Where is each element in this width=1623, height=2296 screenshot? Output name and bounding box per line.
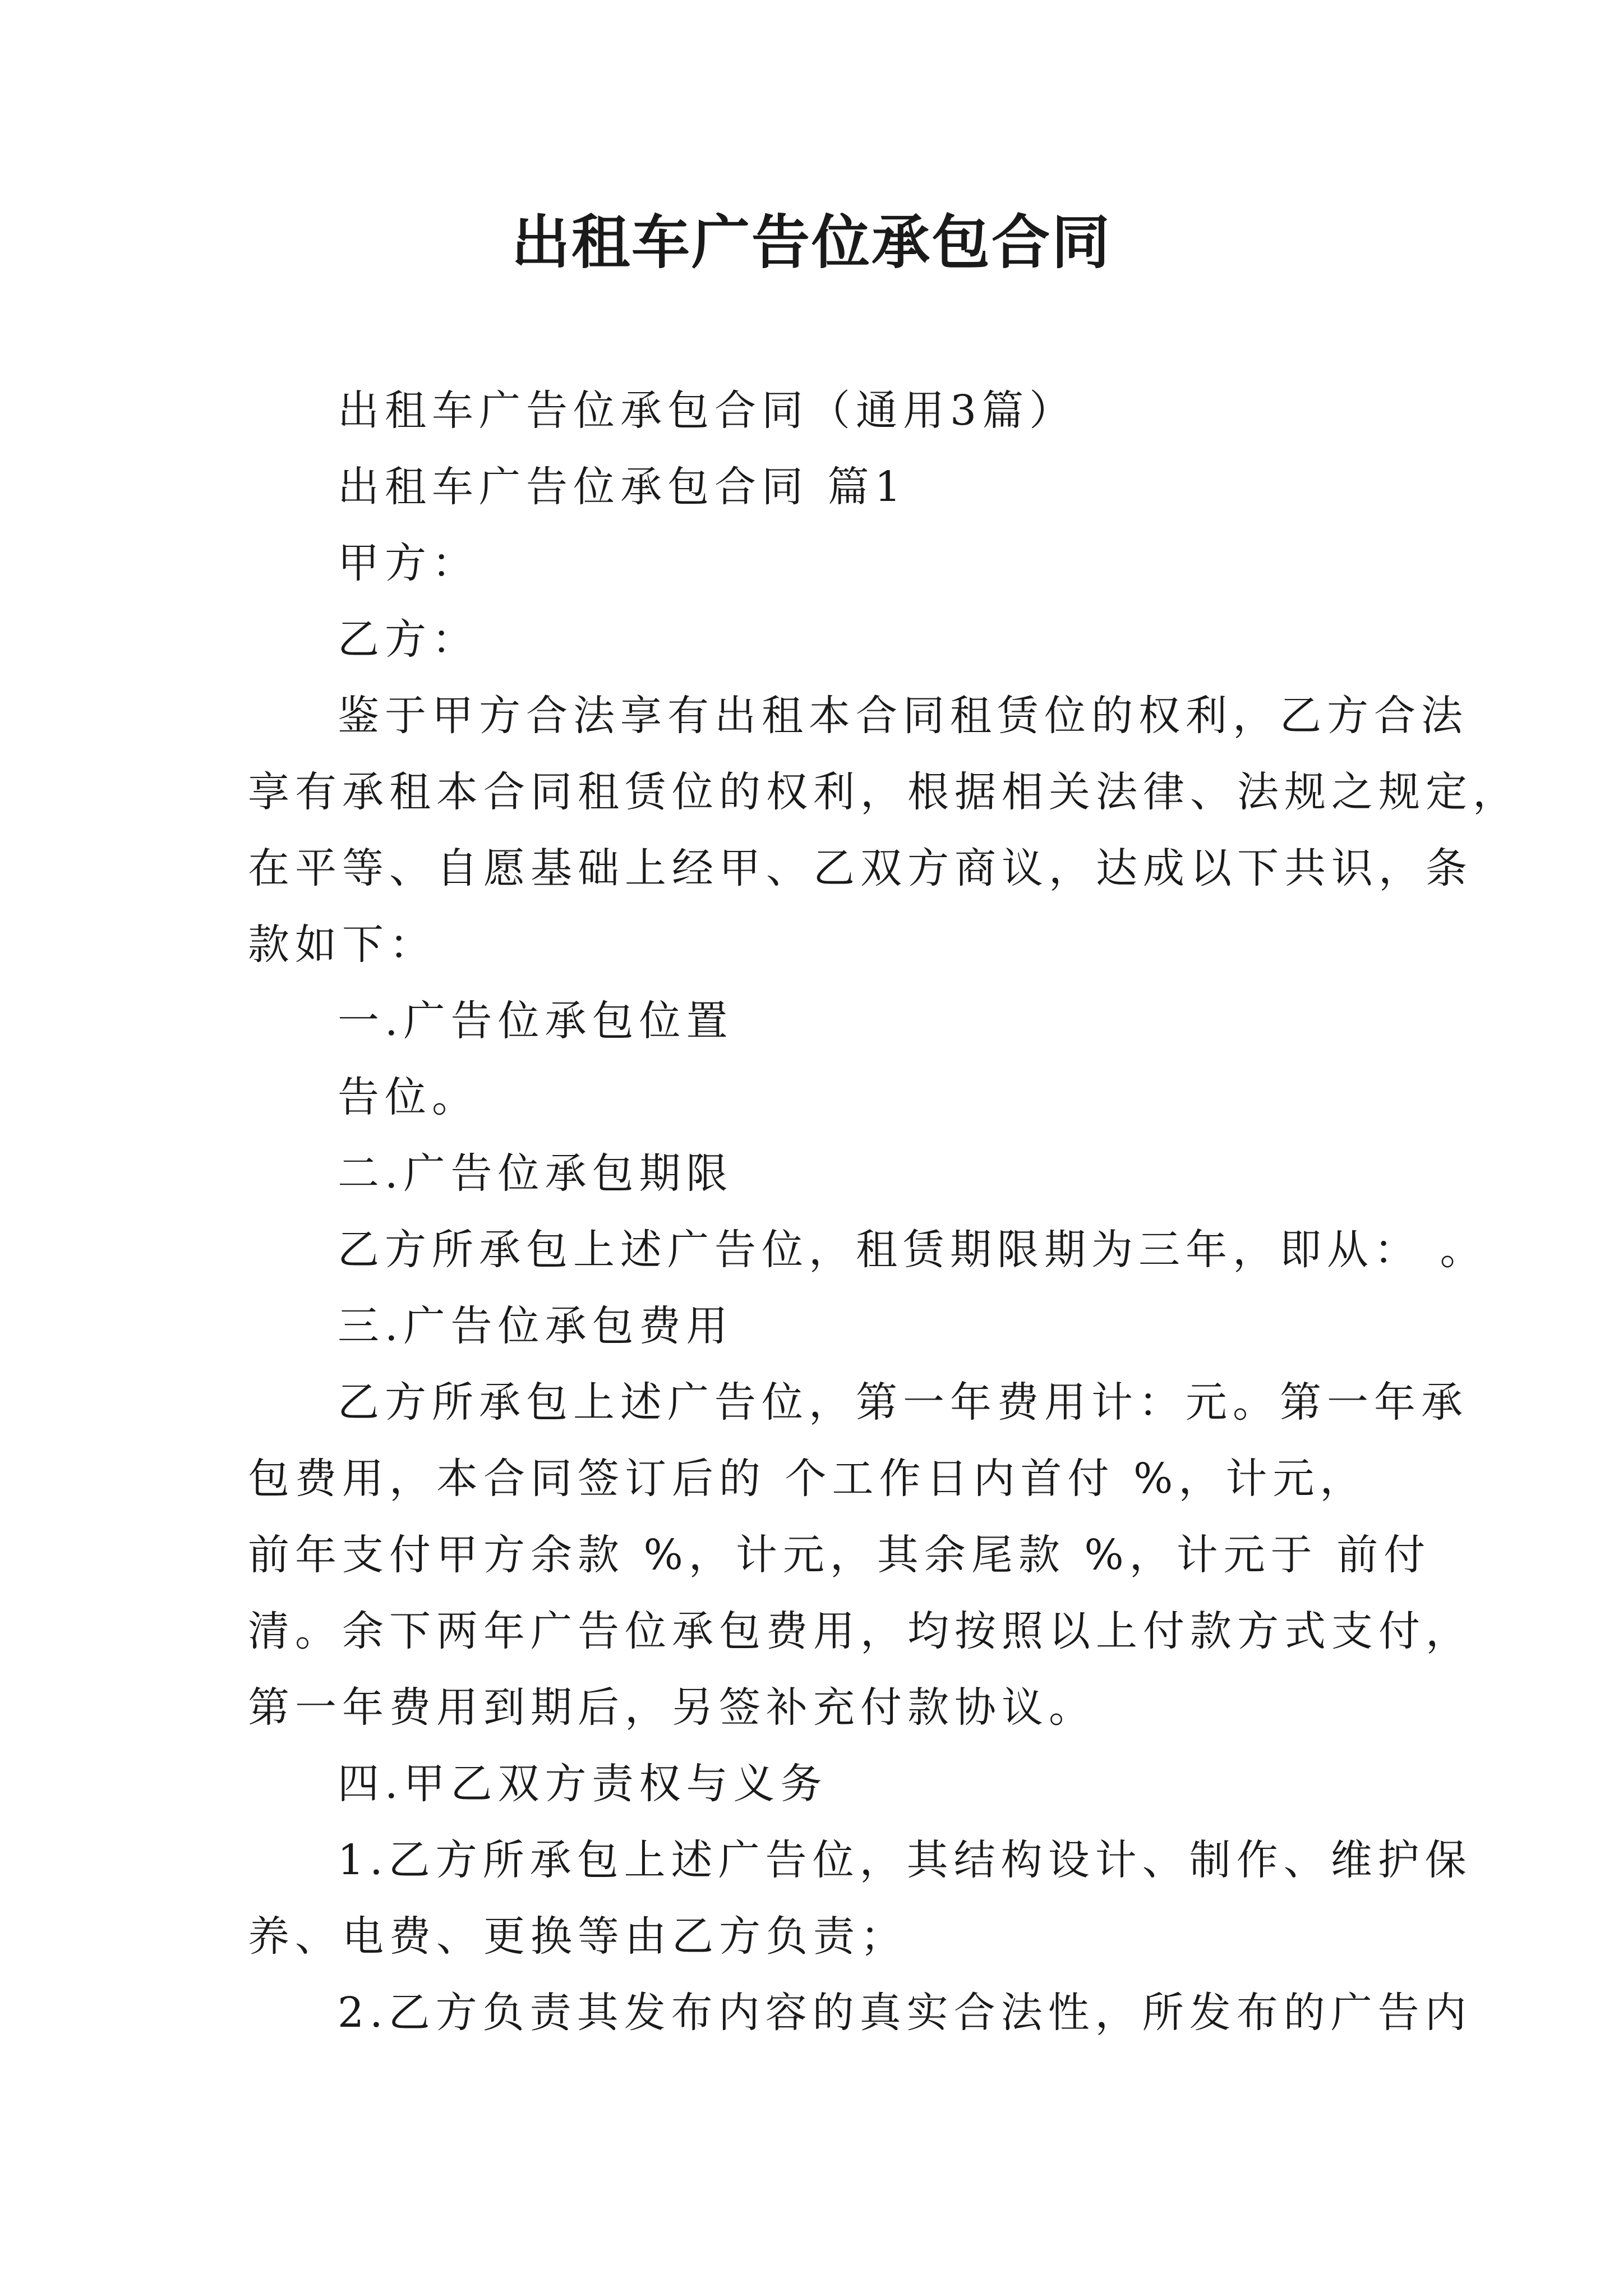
paragraph-line: 款如下： xyxy=(248,921,436,969)
paragraph-line: 包费用，本合同签订后的 个工作日内首付 %，计元， xyxy=(248,1455,1367,1503)
paragraph-line: 鉴于甲方合法享有出租本合同租赁位的权利，乙方合法 xyxy=(338,692,1468,740)
paragraph-line: 在平等、自愿基础上经甲、乙双方商议，达成以下共识，条 xyxy=(248,844,1473,892)
paragraph-line: 出租车广告位承包合同（通用3篇） xyxy=(338,386,1077,435)
paragraph-line: 告位。 xyxy=(338,1073,479,1121)
paragraph-line: 2.乙方负责其发布内容的真实合法性，所发布的广告内 xyxy=(338,1989,1472,2037)
paragraph-line: 1.乙方所承包上述广告位，其结构设计、制作、维护保 xyxy=(338,1836,1472,1884)
paragraph-line: 甲方： xyxy=(338,539,479,587)
paragraph-line: 乙方所承包上述广告位，第一年费用计：元。第一年承 xyxy=(338,1378,1468,1427)
paragraph-line: 四.甲乙双方责权与义务 xyxy=(338,1760,828,1808)
paragraph-line: 乙方所承包上述广告位，租赁期限期为三年，即从： 。 xyxy=(338,1226,1487,1274)
document-title: 出租车广告位承包合同 xyxy=(511,208,1112,277)
paragraph-line: 三.广告位承包费用 xyxy=(338,1302,734,1350)
document-body xyxy=(248,372,1520,2051)
paragraph-line: 乙方： xyxy=(338,615,479,664)
paragraph-line: 养、电费、更换等由乙方负责； xyxy=(248,1912,907,1961)
paragraph-line: 享有承租本合同租赁位的权利，根据相关法律、法规之规定， xyxy=(248,768,1520,816)
paragraph-line: 二.广告位承包期限 xyxy=(338,1149,734,1198)
paragraph-line: 出租车广告位承包合同 篇1 xyxy=(338,463,907,511)
paragraph-line: 第一年费用到期后，另签补充付款协议。 xyxy=(248,1683,1096,1732)
paragraph-line: 清。余下两年广告位承包费用，均按照以上付款方式支付， xyxy=(248,1607,1473,1655)
paragraph-line: 一.广告位承包位置 xyxy=(338,997,734,1045)
paragraph-line: 前年支付甲方余款 %，计元，其余尾款 %，计元于 前付 xyxy=(248,1531,1431,1579)
